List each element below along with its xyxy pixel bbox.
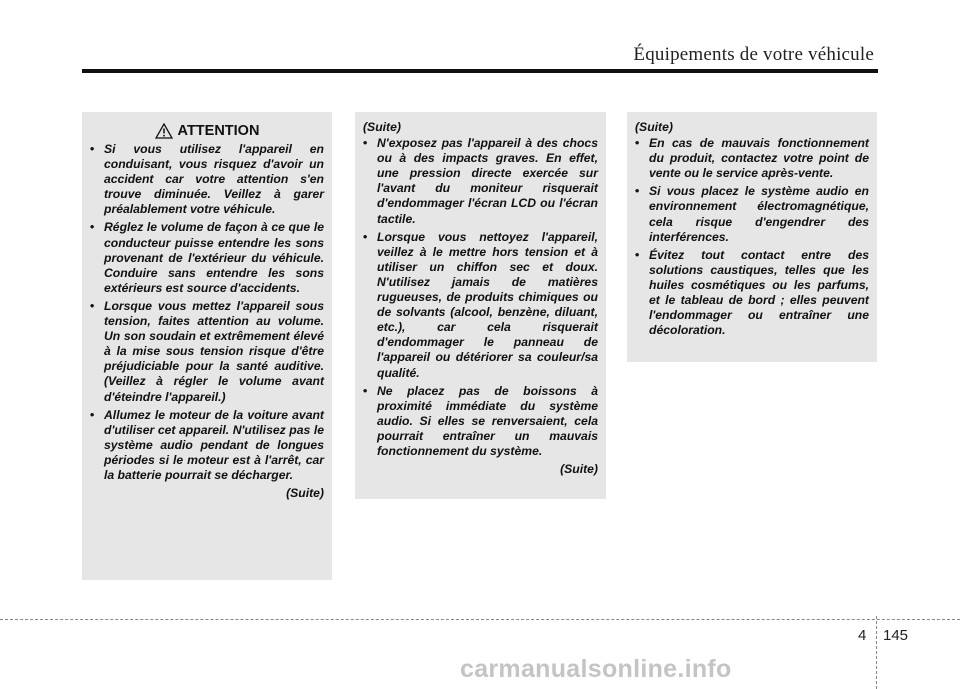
continued-list xyxy=(635,136,869,338)
attention-heading xyxy=(90,122,324,140)
continued-label: (Suite) xyxy=(560,462,598,477)
continued-label: (Suite) xyxy=(286,486,324,501)
list-item: • Lorsque vous nettoyez l'appareil, veillez à le mettre hors tension et à utiliser un chiffon sec et doux. N'utilisez jamais de matières rugueuses, de produits chimiques ou de solvants (alcool, benzène, diluant, etc.), car cela risquerait d'endommager le panneau de l'appareil ou détériorer sa couleur/sa qualité. xyxy=(363,230,598,381)
continued-box-3 xyxy=(627,112,877,362)
footer-separator xyxy=(876,616,877,689)
list-item: • En cas de mauvais fonctionnement du produit, contactez votre point de vente ou le service après-vente. xyxy=(635,136,869,181)
header-rule xyxy=(82,69,878,73)
list-item: • N'exposez pas l'appareil à des chocs ou à des impacts graves. En effet, une pression directe exercée sur l'avant du moniteur risquerait d'endommager l'écran LCD ou l'écran tactile. xyxy=(363,136,598,227)
warning-triangle-icon xyxy=(155,123,173,139)
list-item: • Évitez tout contact entre des solutions caustiques, telles que les huiles cosmétiques ou les parfums, et le tableau de bord ; elles peuvent l'endommager ou entraîner une décoloration. xyxy=(635,248,869,339)
continued-heading: (Suite) xyxy=(635,120,673,134)
continued-heading: (Suite) xyxy=(363,120,401,134)
footer-rule xyxy=(0,619,960,620)
list-item: • Lorsque vous mettez l'appareil sous tension, faites attention au volume. Un son soudain et extrêmement élevé à la mise sous tension risque d'être préjudiciable pour la santé auditive. (Veillez à régler le volume avant d'éteindre l'appareil.) xyxy=(90,299,324,405)
page-header-title: Équipements de votre véhicule xyxy=(633,44,874,65)
continued-box-2 xyxy=(355,112,606,499)
list-item: • Si vous placez le système audio en environnement électromagnétique, cela risque d'engendrer des interférences. xyxy=(635,184,869,244)
list-item: • Réglez le volume de façon à ce que le conducteur puisse entendre les sons provenant de l'extérieur du véhicule. Conduire sans entendre les sons extérieurs est source d'accidents. xyxy=(90,220,324,295)
list-item: • Ne placez pas de boissons à proximité immédiate du système audio. Si elles se renversaient, cela pourrait entraîner un mauvais fonctionnement du système. xyxy=(363,384,598,459)
list-item: • Si vous utilisez l'appareil en conduisant, vous risquez d'avoir un accident car votre attention s'en trouve diminuée. Veillez à garer préalablement votre véhicule. xyxy=(90,142,324,217)
chapter-number: 4 xyxy=(858,627,867,644)
continued-list xyxy=(363,136,598,459)
attention-box xyxy=(82,112,332,580)
attention-list xyxy=(90,142,324,483)
list-item: • Allumez le moteur de la voiture avant d'utiliser cet appareil. N'utilisez pas le système audio pendant de longues périodes si le moteur est à l'arrêt, car la batterie pourrait se décharger. xyxy=(90,408,324,483)
watermark: carmanualsonline.info xyxy=(460,655,732,683)
attention-title: ATTENTION xyxy=(177,123,260,139)
page-number: 145 xyxy=(883,627,909,644)
